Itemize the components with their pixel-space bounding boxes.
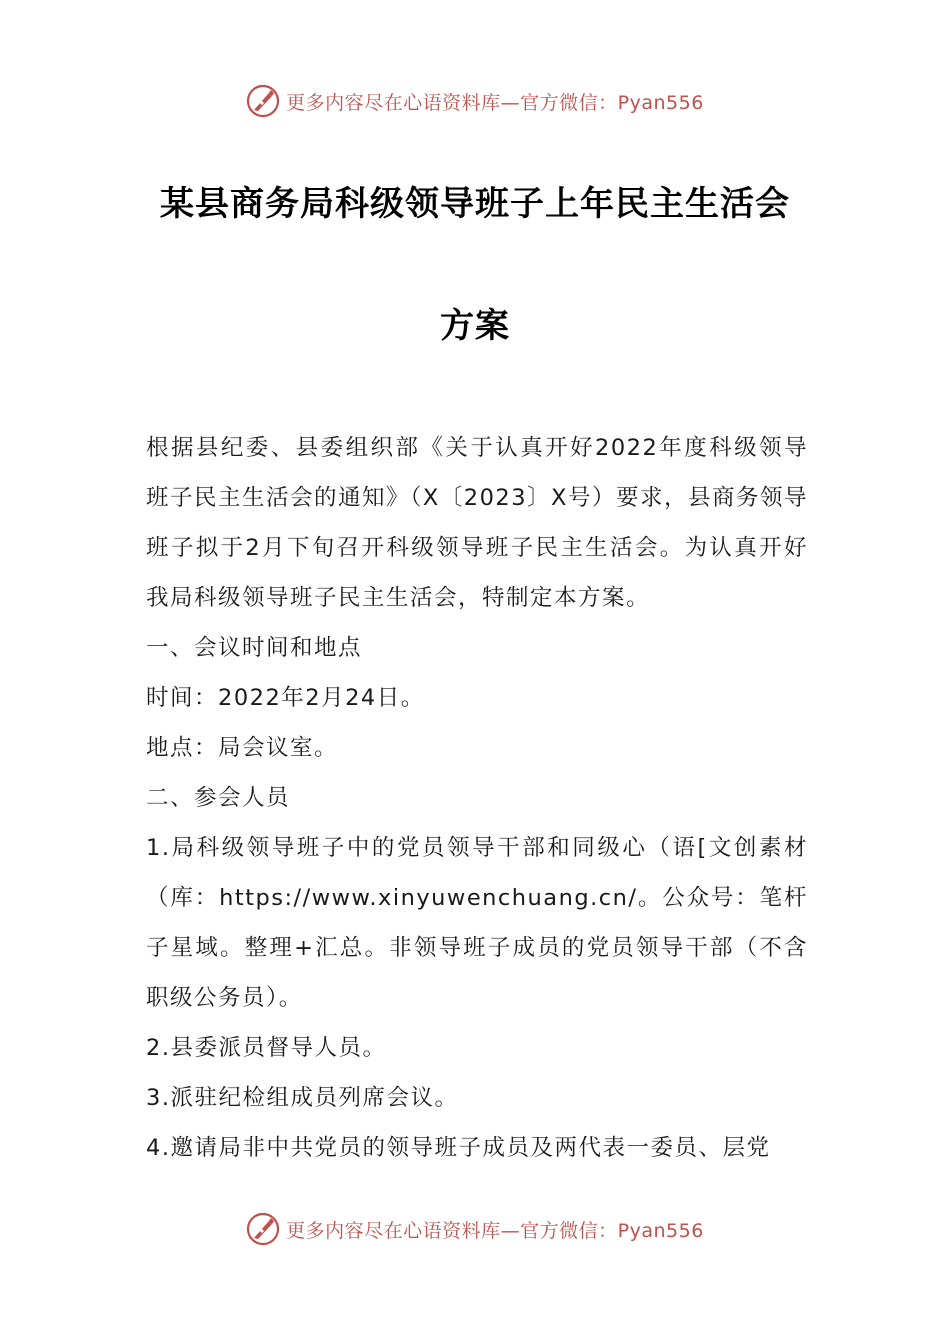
pen-nib-icon xyxy=(246,1212,280,1246)
body-paragraph: 地点：局会议室。 xyxy=(146,735,339,761)
document-title-line-1: 某县商务局科级领导班子上年民主生活会 xyxy=(160,184,790,224)
body-paragraph: 根据县纪委、县委组织部《关于认真开好2022年度科级领导班子民主生活会的通知》（X〔2023〕X号）要求，县商务领导班子拟于2月下旬召开科级领导班子民主生活会。为认真开好我局科级领导班子民主生活会，特制定本方案。 xyxy=(146,435,808,611)
pen-nib-icon xyxy=(246,84,280,118)
body-paragraph: 2.县委派员督导人员。 xyxy=(146,1035,387,1061)
body-paragraph: 3.派驻纪检组成员列席会议。 xyxy=(146,1085,459,1111)
body-paragraph: 4.邀请局非中共党员的领导班子成员及两代表一委员、层党 xyxy=(146,1135,771,1161)
section-heading-attendees: 二、参会人员 xyxy=(146,785,291,811)
header-watermark xyxy=(0,84,950,118)
body-paragraph: 时间：2022年2月24日。 xyxy=(146,685,425,711)
body-paragraph: 1.局科级领导班子中的党员领导干部和同级心（语[文创素材（库：https://www.xinyuwenchuang.cn/。公众号：笔杆子星域。整理+汇总。非领导班子成员的党员领导干部（不含职级公务员）。 xyxy=(146,835,808,1011)
watermark-text: 更多内容尽在心语资料库—官方微信：Pyan556 xyxy=(286,91,704,114)
document-title-line-2: 方案 xyxy=(440,306,510,346)
document-body xyxy=(146,423,808,1173)
section-heading-time-place: 一、会议时间和地点 xyxy=(146,635,363,661)
footer-watermark xyxy=(0,1212,950,1246)
watermark-text: 更多内容尽在心语资料库—官方微信：Pyan556 xyxy=(286,1219,704,1242)
